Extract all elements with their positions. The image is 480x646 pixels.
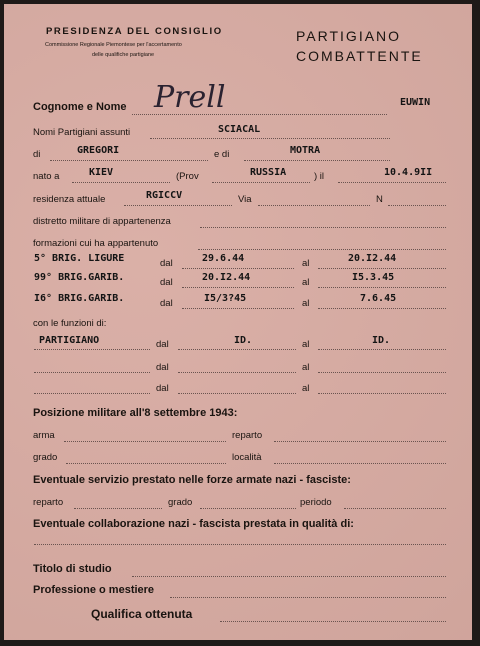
- dotted-line: [274, 441, 446, 442]
- card-title-2: COMBATTENTE: [296, 48, 423, 64]
- value-mother: MOTRA: [290, 145, 321, 156]
- value-province: RUSSIA: [250, 167, 287, 178]
- label-via: Via: [238, 194, 252, 205]
- funzione-dal: ID.: [234, 335, 253, 346]
- dotted-line: [178, 349, 296, 350]
- label-distretto: distretto militare di appartenenza: [33, 216, 171, 227]
- dotted-line: [318, 393, 446, 394]
- value-first-name: EUWIN: [400, 97, 431, 108]
- dotted-line: [34, 544, 446, 545]
- commission-line-2: delle qualifiche partigiane: [92, 52, 155, 58]
- funzione-name: PARTIGIANO: [39, 335, 100, 346]
- dotted-line: [318, 308, 446, 309]
- label-al: al: [302, 298, 310, 309]
- label-collaborazione: Eventuale collaborazione nazi - fascista prestata in qualità di:: [33, 518, 354, 530]
- dotted-line: [34, 349, 150, 350]
- label-al: al: [302, 362, 310, 373]
- label-residenza: residenza attuale: [33, 194, 106, 205]
- dotted-line: [66, 463, 226, 464]
- dotted-line: [198, 249, 446, 250]
- dotted-line: [182, 287, 294, 288]
- label-reparto: reparto: [33, 497, 64, 508]
- dotted-line: [124, 205, 232, 206]
- label-grado: grado: [33, 452, 58, 463]
- dotted-line: [150, 138, 390, 139]
- dotted-line: [34, 372, 150, 373]
- label-grado: grado: [168, 497, 193, 508]
- value-father: GREGORI: [77, 145, 120, 156]
- dotted-line: [338, 182, 446, 183]
- formazione-dal: 29.6.44: [202, 253, 245, 264]
- dotted-line: [132, 576, 446, 577]
- dotted-line: [200, 227, 446, 228]
- label-formazioni: formazioni cui ha appartenuto: [33, 238, 159, 249]
- dotted-line: [244, 160, 390, 161]
- dotted-line: [344, 508, 446, 509]
- label-al: al: [302, 383, 310, 394]
- formazione-al: 7.6.45: [360, 293, 397, 304]
- dotted-line: [74, 508, 162, 509]
- dotted-line: [388, 205, 446, 206]
- dotted-line: [182, 308, 294, 309]
- dotted-line: [170, 597, 446, 598]
- dotted-line: [34, 393, 150, 394]
- label-reparto: reparto: [232, 430, 263, 441]
- org-title: PRESIDENZA DEL CONSIGLIO: [46, 26, 223, 37]
- formazione-name: 5° BRIG. LIGURE: [34, 253, 125, 264]
- label-nato-a: nato a: [33, 171, 60, 182]
- label-dal: dal: [160, 277, 173, 288]
- partisan-record-card: [4, 4, 472, 640]
- dotted-line: [212, 182, 310, 183]
- dotted-line: [50, 160, 208, 161]
- dotted-line: [178, 372, 296, 373]
- label-al: al: [302, 339, 310, 350]
- formazione-al: I5.3.45: [352, 272, 395, 283]
- formazione-name: 99° BRIG.GARIB.: [34, 272, 125, 283]
- label-dal: dal: [160, 258, 173, 269]
- value-birth-date: 10.4.9II: [384, 167, 433, 178]
- dotted-line: [178, 393, 296, 394]
- formazione-name: I6° BRIG.GARIB.: [34, 293, 125, 304]
- value-residence: RGICCV: [146, 190, 183, 201]
- dotted-line: [64, 441, 226, 442]
- label-e-di: e di: [214, 149, 230, 160]
- label-servizio: Eventuale servizio prestato nelle forze armate nazi - fasciste:: [33, 474, 351, 486]
- dotted-line: [274, 463, 446, 464]
- label-professione: Professione o mestiere: [33, 584, 155, 596]
- card-title-1: PARTIGIANO: [296, 28, 402, 44]
- label-funzioni: con le funzioni di:: [33, 318, 107, 329]
- dotted-line: [182, 268, 294, 269]
- label-al: al: [302, 258, 310, 269]
- dotted-line: [258, 205, 370, 206]
- dotted-line: [318, 268, 446, 269]
- commission-line-1: Commissione Regionale Piemontese per l'accertamento: [45, 42, 182, 48]
- label-cognome-nome: Cognome e Nome: [33, 101, 127, 113]
- dotted-line: [318, 349, 446, 350]
- formazione-al: 20.I2.44: [348, 253, 397, 264]
- dotted-line: [318, 287, 446, 288]
- surname-signature: Prell: [154, 80, 226, 115]
- dotted-line: [72, 182, 170, 183]
- funzione-al: ID.: [372, 335, 391, 346]
- label-dal: dal: [156, 383, 169, 394]
- dotted-line: [220, 621, 446, 622]
- label-n: N: [376, 194, 383, 205]
- label-il: ) il: [314, 171, 325, 182]
- formazione-dal: 20.I2.44: [202, 272, 251, 283]
- label-dal: dal: [156, 362, 169, 373]
- label-periodo: periodo: [300, 497, 332, 508]
- formazione-dal: I5/3?45: [204, 293, 247, 304]
- dotted-line: [200, 508, 296, 509]
- value-birthplace: KIEV: [89, 167, 114, 178]
- label-arma: arma: [33, 430, 55, 441]
- label-qualifica: Qualifica ottenuta: [91, 607, 193, 621]
- label-dal: dal: [160, 298, 173, 309]
- label-posizione: Posizione militare all'8 settembre 1943:: [33, 407, 238, 419]
- label-nomi-partigiani: Nomi Partigiani assunti: [33, 127, 131, 138]
- label-localita: località: [232, 452, 262, 463]
- label-dal: dal: [156, 339, 169, 350]
- value-nome-partigiano: SCIACAL: [218, 124, 261, 135]
- label-al: al: [302, 277, 310, 288]
- label-titolo-studio: Titolo di studio: [33, 563, 112, 575]
- label-prov: (Prov: [176, 171, 199, 182]
- label-di: di: [33, 149, 41, 160]
- dotted-line: [318, 372, 446, 373]
